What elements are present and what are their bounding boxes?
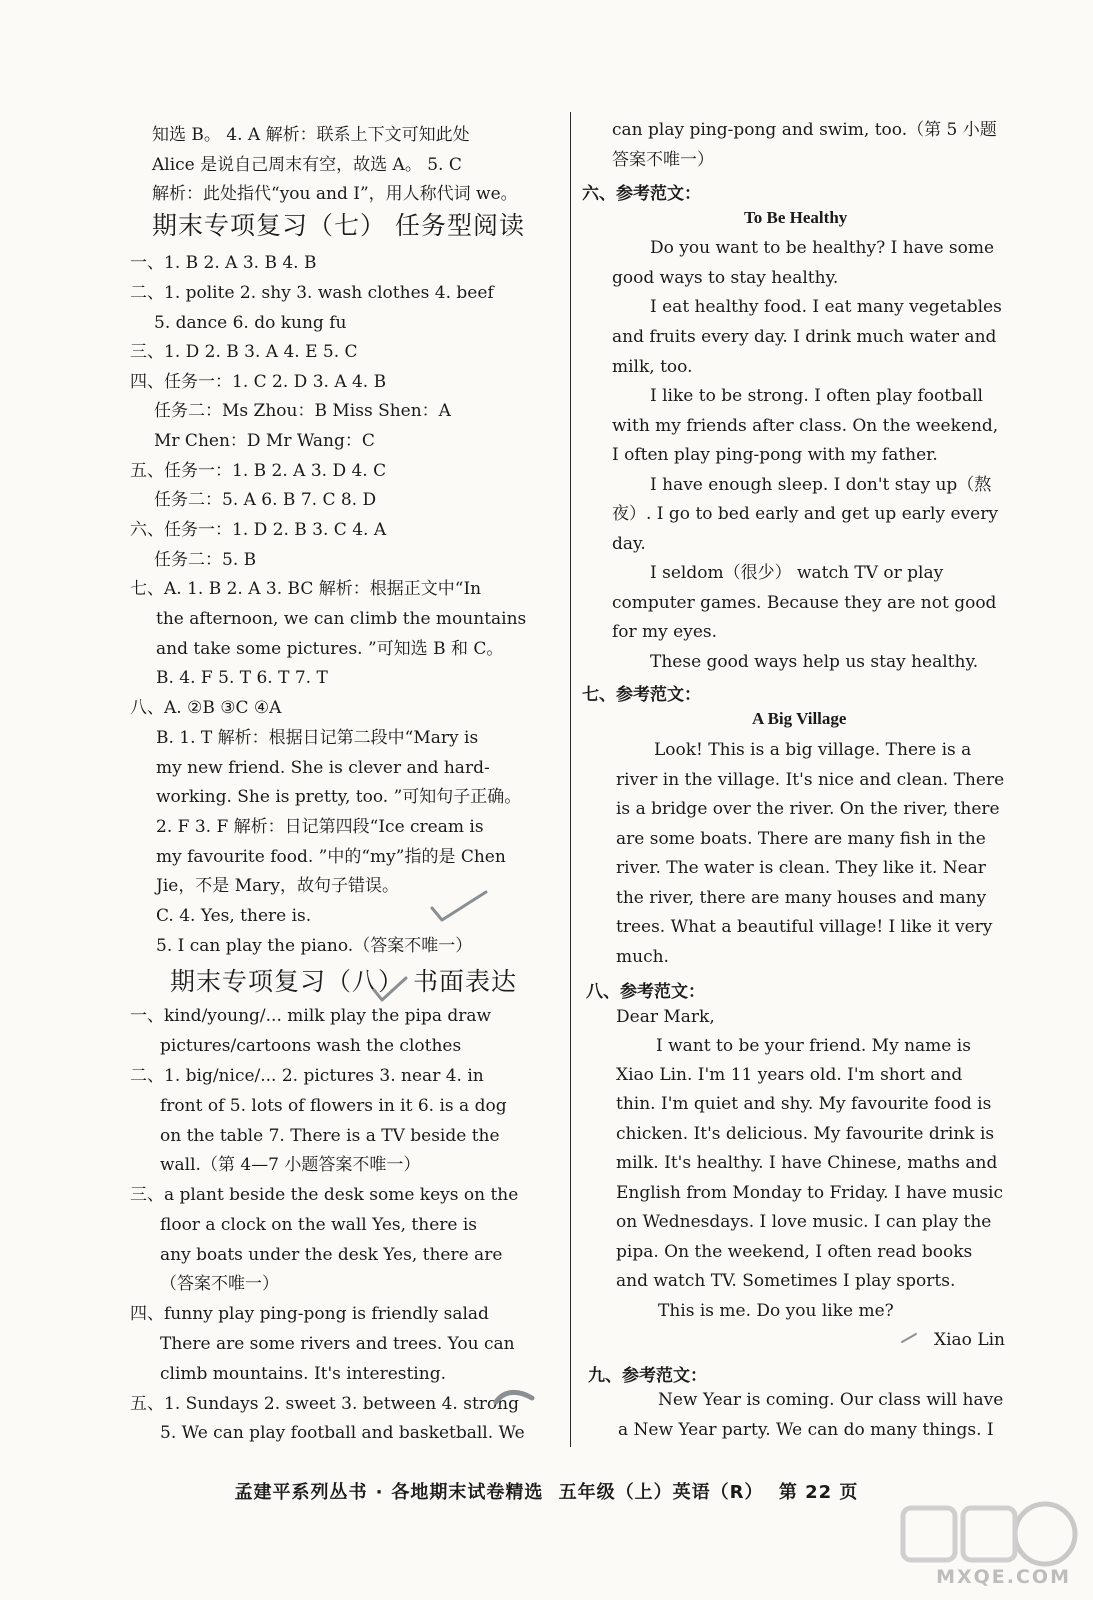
text-line: 2. F 3. F 解析：日记第四段“Ice cream is <box>156 817 484 837</box>
text-line: 5. We can play football and basketball. We <box>160 1423 525 1443</box>
text-line: Alice 是说自己周末有空，故选 A。 5. C <box>152 155 462 175</box>
section-heading: 七、参考范文： <box>582 685 701 705</box>
text-line: computer games. Because they are not good <box>612 593 997 613</box>
footer-dot: · <box>375 1482 384 1503</box>
text-line: 解析：此处指代“you and I”，用人称代词 we。 <box>152 184 518 204</box>
text-line: the river, there are many houses and many <box>616 888 987 908</box>
text-line: the afternoon, we can climb the mountains <box>156 609 527 629</box>
text-line: 六、任务一：1. D 2. B 3. C 4. A <box>130 520 387 540</box>
text-line: and take some pictures. ”可知选 B 和 C。 <box>156 639 504 659</box>
text-line: 知选 B。 4. A 解析：联系上下文可知此处 <box>152 125 470 145</box>
text-line: 5. dance 6. do kung fu <box>154 313 347 333</box>
text-line: I want to be your friend. My name is <box>656 1036 971 1056</box>
text-line: Dear Mark, <box>616 1007 715 1027</box>
text-line: This is me. Do you like me? <box>658 1301 894 1321</box>
text-line: 四、funny play ping-pong is friendly salad <box>130 1304 489 1324</box>
page-number: 第 22 页 <box>778 1482 859 1503</box>
text-line: 八、A. ②B ③C ④A <box>130 698 282 718</box>
text-line: floor a clock on the wall Yes, there is <box>160 1215 478 1235</box>
text-line: C. 4. Yes, there is. <box>156 906 312 926</box>
text-line: There are some rivers and trees. You can <box>160 1334 515 1354</box>
text-line: B. 1. T 解析：根据日记第二段中“Mary is <box>156 728 479 748</box>
footer-grade: 五年级（上）英语（R） <box>558 1482 764 1503</box>
section-title-task-reading: 期末专项复习（七） 任务型阅读 <box>152 211 525 240</box>
text-line: milk. It's healthy. I have Chinese, maths and <box>616 1153 998 1173</box>
column-divider <box>570 112 571 1447</box>
text-line: can play ping-pong and swim, too.（第 5 小题 <box>612 120 997 140</box>
text-line: much. <box>616 947 669 967</box>
text-line: 三、a plant beside the desk some keys on the <box>130 1185 519 1205</box>
text-line: 任务二：5. B <box>154 550 257 570</box>
watermark-site: MXQE.COM <box>936 1566 1071 1588</box>
text-line: 一、1. B 2. A 3. B 4. B <box>130 253 317 273</box>
footer-book: 各地期末试卷精选 <box>391 1482 544 1503</box>
text-line: my favourite food. ”中的“my”指的是 Chen <box>156 847 506 867</box>
text-line: pictures/cartoons wash the clothes <box>160 1036 462 1056</box>
text-line: 二、1. big/nice/... 2. pictures 3. near 4. in <box>130 1066 484 1086</box>
text-line: I have enough sleep. I don't stay up（熬 <box>650 475 992 495</box>
text-line: 七、A. 1. B 2. A 3. BC 解析：根据正文中“In <box>130 579 482 599</box>
text-line: climb mountains. It's interesting. <box>160 1364 446 1384</box>
text-line: for my eyes. <box>612 622 718 642</box>
text-line: any boats under the desk Yes, there are <box>160 1245 503 1265</box>
section-heading: 九、参考范文： <box>588 1366 707 1386</box>
text-line: 5. I can play the piano.（答案不唯一） <box>156 936 473 956</box>
text-line: are some boats. There are many fish in the <box>616 829 986 849</box>
text-line: 三、1. D 2. B 3. A 4. E 5. C <box>130 342 358 362</box>
essay-title: A Big Village <box>752 709 847 728</box>
text-line: pipa. On the weekend, I often read books <box>616 1242 973 1262</box>
text-line: and fruits every day. I drink much water and <box>612 327 997 347</box>
section-heading: 六、参考范文： <box>582 184 701 204</box>
text-line: good ways to stay healthy. <box>612 268 839 288</box>
section-heading: 八、参考范文： <box>586 982 705 1002</box>
text-line: New Year is coming. Our class will have <box>658 1390 1004 1410</box>
text-line: Look! This is a big village. There is a <box>654 740 972 760</box>
text-line: day. <box>612 534 646 554</box>
text-line: with my friends after class. On the weekend, <box>612 416 999 436</box>
section-title-writing: 期末专项复习（八） 书面表达 <box>170 967 517 996</box>
text-line: B. 4. F 5. T 6. T 7. T <box>156 668 328 688</box>
footer-series: 孟建平系列丛书 <box>234 1482 368 1503</box>
text-line: chicken. It's delicious. My favourite drink is <box>616 1124 995 1144</box>
text-line: front of 5. lots of flowers in it 6. is a dog <box>160 1096 507 1116</box>
text-line: Mr Chen：D Mr Wang：C <box>154 431 375 451</box>
text-line: milk, too. <box>612 357 693 377</box>
text-line: 任务二：Ms Zhou：B Miss Shen：A <box>154 401 451 421</box>
text-line: my new friend. She is clever and hard- <box>156 758 490 778</box>
pencil-mark-icon <box>370 972 410 1004</box>
text-line: 四、任务一：1. C 2. D 3. A 4. B <box>130 372 387 392</box>
pencil-check-icon <box>428 888 490 924</box>
text-line: 夜）. I go to bed early and get up early every <box>612 504 998 524</box>
text-line: 五、任务一：1. B 2. A 3. D 4. C <box>130 461 387 481</box>
text-line: I often play ping-pong with my father. <box>612 445 938 465</box>
text-line: Xiao Lin. I'm 11 years old. I'm short and <box>616 1065 963 1085</box>
text-line: working. She is pretty, too. ”可知句子正确。 <box>156 787 522 807</box>
essay-title: To Be Healthy <box>744 208 848 227</box>
signature-line: Xiao Lin <box>934 1330 1005 1350</box>
text-line: These good ways help us stay healthy. <box>650 652 979 672</box>
text-line: thin. I'm quiet and shy. My favourite food is <box>616 1094 992 1114</box>
text-line: I eat healthy food. I eat many vegetables <box>650 297 1002 317</box>
text-line: on the table 7. There is a TV beside the <box>160 1126 500 1146</box>
text-line: 任务二：5. A 6. B 7. C 8. D <box>154 490 377 510</box>
text-line: English from Monday to Friday. I have music <box>616 1183 1004 1203</box>
pencil-tick-icon <box>900 1330 920 1346</box>
text-line: 五、1. Sundays 2. sweet 3. between 4. strong <box>130 1394 519 1414</box>
text-line: Do you want to be healthy? I have some <box>650 238 995 258</box>
text-line: is a bridge over the river. On the river, there <box>616 799 1000 819</box>
text-line: and watch TV. Sometimes I play sports. <box>616 1271 956 1291</box>
text-line: a New Year party. We can do many things. I <box>618 1420 994 1440</box>
text-line: Jie，不是 Mary，故句子错误。 <box>156 876 399 896</box>
pencil-smudge-icon <box>492 1386 536 1412</box>
text-line: river. The water is clean. They like it. Near <box>616 858 986 878</box>
text-line: 一、kind/young/... milk play the pipa draw <box>130 1006 492 1026</box>
text-line: trees. What a beautiful village! I like it very <box>616 917 993 937</box>
text-line: I seldom（很少） watch TV or play <box>650 563 944 583</box>
text-line: I like to be strong. I often play football <box>650 386 983 406</box>
text-line: river in the village. It's nice and clean. There <box>616 770 1005 790</box>
text-line: （答案不唯一） <box>160 1274 279 1294</box>
text-line: 二、1. polite 2. shy 3. wash clothes 4. beef <box>130 283 494 303</box>
text-line: on Wednesdays. I love music. I can play the <box>616 1212 992 1232</box>
text-line: wall.（第 4—7 小题答案不唯一） <box>160 1155 421 1175</box>
text-line: 答案不唯一） <box>612 150 714 170</box>
